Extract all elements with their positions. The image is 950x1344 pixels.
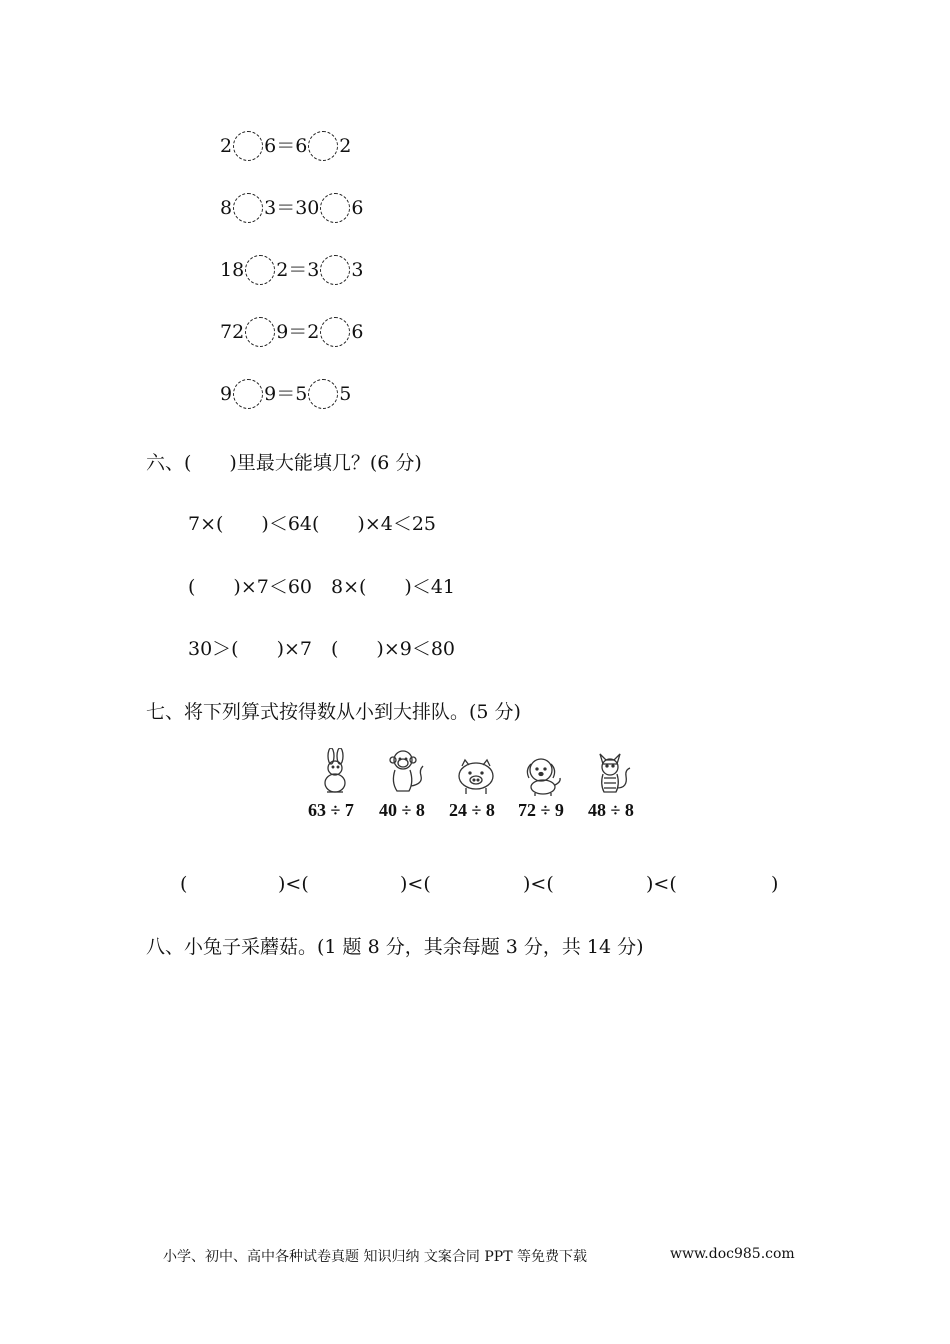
answer-paren: )<( [400,873,431,895]
equals-sign: ＝ [276,135,296,157]
operand: 6 [351,321,364,343]
operand: 5 [295,383,308,405]
answer-paren: )<( [646,873,677,895]
section-six-row[interactable]: ( )×7＜60 8×( )＜41 [188,576,456,598]
answer-paren: )<( [278,873,309,895]
operand: 30 [295,197,320,219]
division-expression: 40 ÷ 8 [379,800,425,820]
operand: 3 [307,259,320,281]
answer-paren: )<( [523,873,554,895]
blank-circle[interactable] [245,317,275,347]
equals-sign: ＝ [288,259,308,281]
division-expression: 24 ÷ 8 [449,800,495,820]
section-six-row[interactable]: 30＞( )×7 ( )×9＜80 [188,638,456,660]
operand: 3 [351,259,364,281]
footer-text: 小学、初中、高中各种试卷真题 知识归纳 文案合同 PPT 等免费下载 [163,1249,587,1265]
blank-circle[interactable] [233,193,263,223]
operand: 6 [295,135,308,157]
operand: 9 [276,321,289,343]
operand: 8 [220,197,233,219]
equation-row [220,314,363,350]
section-seven-title: 七、将下列算式按得数从小到大排队。(5 分) [146,701,521,723]
footer-url[interactable]: www.doc985.com [670,1246,795,1262]
operand: 9 [264,383,277,405]
cat-icon [590,748,636,794]
answer-paren: ) [771,873,779,895]
equation-row [220,190,363,226]
blank-circle[interactable] [233,131,263,161]
monkey-icon [383,748,429,794]
equation-row [220,252,363,288]
equals-sign: ＝ [276,383,296,405]
operand: 72 [220,321,245,343]
blank-circle[interactable] [308,379,338,409]
operand: 5 [339,383,352,405]
equals-sign: ＝ [288,321,308,343]
section-eight-title: 八、小兔子采蘑菇。(1 题 8 分，其余每题 3 分，共 14 分) [146,936,644,958]
dog-icon [521,752,567,798]
rabbit-icon [313,748,359,794]
blank-circle[interactable] [245,255,275,285]
operand: 18 [220,259,245,281]
division-expression: 72 ÷ 9 [518,800,564,820]
blank-circle[interactable] [233,379,263,409]
operand: 9 [220,383,233,405]
pig-icon [453,752,499,798]
operand: 2 [307,321,320,343]
blank-circle[interactable] [320,255,350,285]
operand: 2 [220,135,233,157]
operand: 6 [351,197,364,219]
operand: 6 [264,135,277,157]
operand: 2 [276,259,289,281]
equation-row [220,128,351,164]
blank-circle[interactable] [320,317,350,347]
answer-paren: ( [180,873,188,895]
operand: 2 [339,135,352,157]
section-six-title: 六、( )里最大能填几？(6 分) [146,452,422,474]
blank-circle[interactable] [320,193,350,223]
section-six-row[interactable]: 7×( )＜64( )×4＜25 [188,513,437,535]
division-expression: 63 ÷ 7 [308,800,354,820]
equation-row [220,376,351,412]
equals-sign: ＝ [276,197,296,219]
operand: 3 [264,197,277,219]
division-expression: 48 ÷ 8 [588,800,634,820]
blank-circle[interactable] [308,131,338,161]
